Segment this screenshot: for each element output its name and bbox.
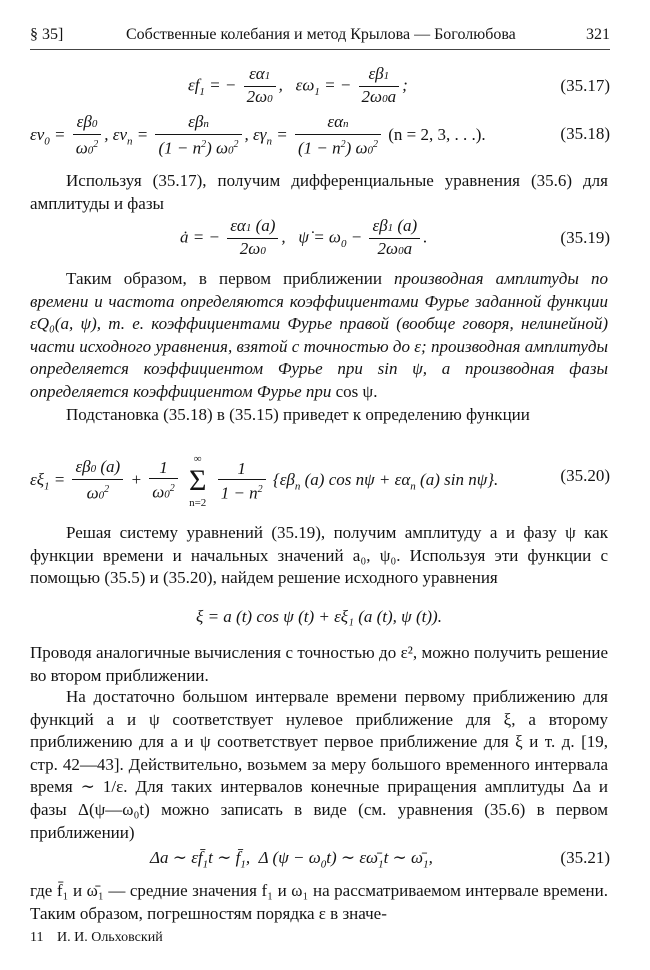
page-footer [30,930,163,946]
paragraph-6: На достаточно большом интервале времени первому приближению для функций a и ψ соответствует нулевое приближение для ξ, а второму приближению для a и ψ соответствует первое приближение для ξ и т. д. [19, стр. 42—43]. Действительно, возьмем за меру большого временного интервала время ∼ 1/ε. Для таких интервалов конечные приращения амплитуды Δa и фазы Δ(ψ—ω₀t) можно записать в виде (см. уравнения (35.6) в первом приближении) [30,687,608,842]
signature-number: 11 [30,930,44,945]
author-name: И. И. Ольховский [56,930,163,945]
equation-number: (35.20) [560,466,610,485]
paragraph-1: Используя (35.17), получим дифференциальные уравнения (35.6) для амплитуды и фазы [30,171,608,213]
paragraph-3: Подстановка (35.18) в (35.15) приведет к определению функции [66,405,530,424]
equation-number: (35.19) [560,228,610,247]
paragraph-2: Таким образом, в первом приближении производная амплитуды по времени и частота определяются коэффициентами Фурье заданной функции εQ₀(a, ψ), т. е. коэффициентами Фурье правой (вообще говоря, нелинейной) части исходного уравнения, взятой с точностью до ε; производная амплитуды определяется коэффициентом Фурье при sin ψ, а производная фазы определяется коэффициентом Фурье при cos ψ. [30,269,608,401]
equation-number: (35.18) [560,124,610,143]
equation-solution: ξ = a (t) cos ψ (t) + εξ₁ (a (t), ψ (t)). [196,607,442,626]
paragraph-4: Решая систему уравнений (35.19), получим амплитуду a и фазу ψ как функции времени и начальных значений a₀, ψ₀. Используя эти функции с помощью (35.5) и (35.20), найдем решение исходного уравнения [30,523,608,588]
section-marker: § 35] [30,26,64,43]
running-header [30,22,610,48]
equation-number: (35.21) [560,848,610,867]
page-number: 321 [586,26,610,43]
paragraph-7: где f̄₁ и ω̄₁ — средние значения f₁ и ω₁ на рассматриваемом интервале времени. Таким образом, погрешностям порядка ε в значе- [30,881,608,923]
running-title: Собственные колебания и метод Крылова — Боголюбова [126,26,516,43]
equation-number: (35.17) [560,76,610,95]
header-rule [30,49,610,50]
equation-35-20: $\varepsilon\xi_1$ = $\frac{\varepsilon\beta 0 (a)}{\omega 0^2}$ + $\frac{1}{\omega 0^2}$ ∞ Σ n=2 $\frac{1}{1 - n^2}$ {$\varepsilon\beta_n$ (a) $\cos n\psi + \varepsilon\alpha_n$ (a) sin nψ}. (35.20) [30,453,610,509]
paragraph-5: Проводя аналогичные вычисления с точностью до ε², можно получить решение во втором приближении. [30,643,608,685]
equation-35-21: Δa ∼ $\varepsilon f̄_1t$ ∼ $f̄_1$, Δ $(\psi - \omega_0t)$ ∼ $\varepsilon\omegā_1t$ ∼ $\omegā_1$, (35.21) [150,848,610,871]
equation-35-17: $\varepsilon f_1$ = − $\frac{\varepsilon\alpha 1}{2\omega 0}$ , $\varepsilon\omega_1$ = − $\frac{\varepsilon\beta 1}{2\omega 0a}$ ; (35.17) [188,64,610,106]
equation-tail: (n = 2, 3, . . .). [388,125,486,145]
equation-35-19: ȧ = − $\frac{\varepsilon\alpha 1 (a)}{2\omega 0}$ , ψ̇ = $\omega_0$ − $\frac{\varepsilon\beta 1 (a)}{2\omega 0a}$ . (35.19) [180,216,610,258]
equation-35-18: $\varepsilon\nu_0$ = $\frac{\varepsilon\beta 0}{\omega 0^2}$ , $\varepsilon\nu_n$ = $\frac{\text{εβn}}{(1 - n^2) \omega 0^2}$ , $\varepsilon\gamma_n$ = $\frac{\text{εαn}}{(1 - n^2) \omega 0^2}$ (n = 2, 3, . . .). (35.18) [30,112,610,158]
